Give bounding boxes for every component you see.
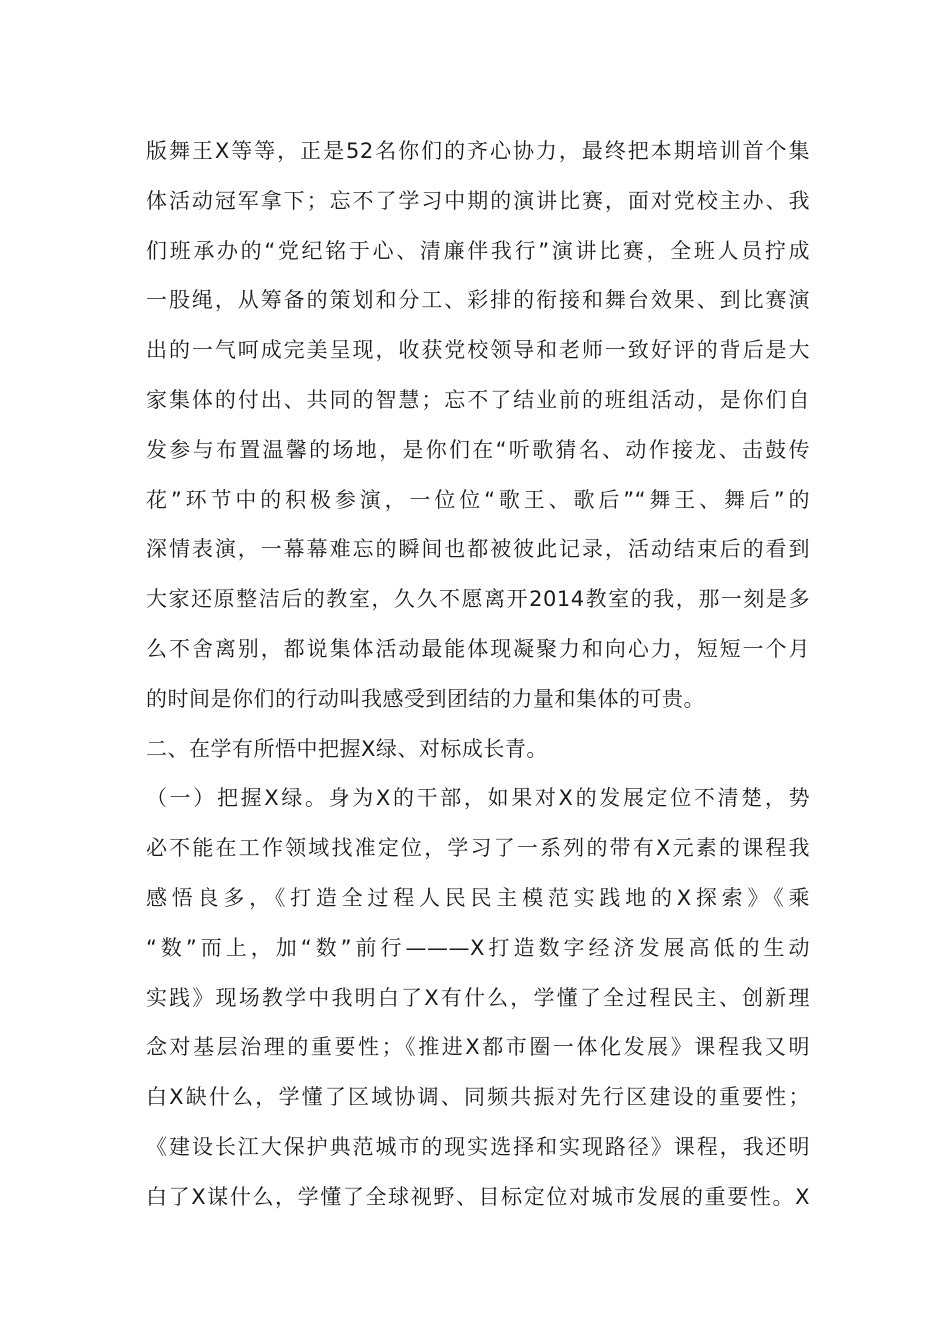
text-line: 深情表演，一幕幕难忘的瞬间也都被彼此记录，活动结束后的看到	[146, 537, 810, 562]
text-line: 感悟良多，《打造全过程人民民主模范实践地的X探索》《乘	[146, 885, 810, 910]
text-line: 发参与布置温馨的场地，是你们在“听歌猜名、动作接龙、击鼓传	[146, 437, 810, 462]
text-line: 一股绳，从筹备的策划和分工、彩排的衔接和舞台效果、到比赛演	[146, 288, 810, 313]
text-line: 必不能在工作领域找准定位，学习了一系列的带有X元素的课程我	[146, 836, 810, 861]
text-line: 白了X谋什么，学懂了全球视野、目标定位对城市发展的重要性。X	[146, 1184, 810, 1209]
text-line: 念对基层治理的重要性；《推进X都市圈一体化发展》课程我又明	[146, 1035, 810, 1060]
text-line: 实践》现场教学中我明白了X有什么，学懂了全过程民主、创新理	[146, 985, 810, 1010]
text-line: 白X缺什么，学懂了区域协调、同频共振对先行区建设的重要性；	[146, 1085, 810, 1110]
text-line: （一）把握X绿。身为X的干部，如果对X的发展定位不清楚，势	[146, 786, 810, 811]
body-text	[146, 127, 810, 1223]
text-line: 体活动冠军拿下；忘不了学习中期的演讲比赛，面对党校主办、我	[146, 188, 810, 213]
section-heading: 二、在学有所悟中把握X绿、对标成长青。	[146, 736, 548, 761]
text-line: “数”而上，加“数”前行———X打造数字经济发展高低的生动	[146, 935, 810, 960]
text-line: 版舞王X等等，正是52名你们的齐心协力，最终把本期培训首个集	[146, 139, 810, 163]
text-line: 家集体的付出、共同的智慧；忘不了结业前的班组活动，是你们自	[146, 387, 810, 412]
text-line: 《建设长江大保护典范城市的现实选择和实现路径》课程，我还明	[146, 1134, 810, 1159]
text-line: 花”环节中的积极参演，一位位“歌王、歌后”“舞王、舞后”的	[146, 487, 810, 512]
text-line: 么不舍离别，都说集体活动最能体现凝聚力和向心力，短短一个月	[146, 636, 810, 661]
text-line: 们班承办的“党纪铭于心、清廉伴我行”演讲比赛，全班人员拧成	[146, 238, 810, 263]
text-line: 大家还原整洁后的教室，久久不愿离开2014教室的我，那一刻是多	[146, 587, 810, 612]
text-line: 出的一气呵成完美呈现，收获党校领导和老师一致好评的背后是大	[146, 338, 810, 363]
paragraph-end-line: 的时间是你们的行动叫我感受到团结的力量和集体的可贵。	[146, 686, 705, 711]
